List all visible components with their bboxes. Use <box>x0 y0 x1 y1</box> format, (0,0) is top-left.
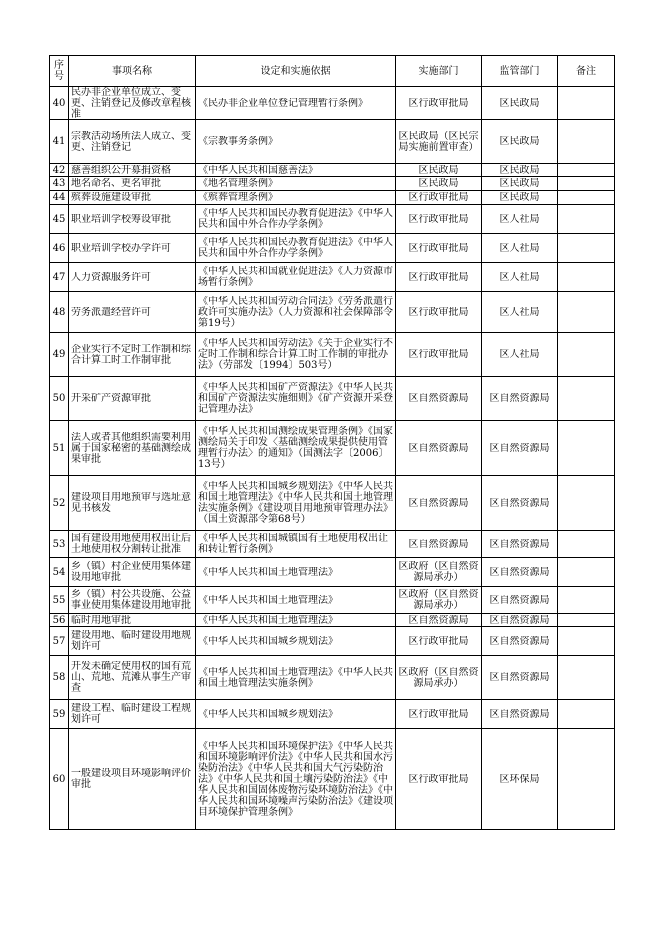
implementing-department: 区行政审批局 <box>408 773 469 785</box>
legal-basis-cell <box>196 476 396 531</box>
item-name: 劳务派遣经营许可 <box>71 306 151 318</box>
legal-basis-cell <box>196 191 396 205</box>
implementing-department: 区政府（区自然资源局承办） <box>398 589 479 611</box>
legal-basis: 《中华人民共和国环境保护法》《中华人民共和国环境影响评价法》《中华人民共和国水污染防治法》《中华人民共和国大气污染防治法》《中华人民共和国土壤污染防治法》《中华人民共和国固体废物污染环境防治法》《中华人民共和国环境噪声污染防治法》《建设项目环境保护管理条例》 <box>198 740 393 818</box>
legal-basis-cell <box>196 377 396 421</box>
supervising-department: 区民政局 <box>499 192 540 203</box>
remarks-cell <box>558 177 615 191</box>
legal-basis-cell <box>196 558 396 587</box>
remarks-cell <box>558 333 615 377</box>
item-name: 宗教活动场所法人成立、变更、注销登记 <box>71 130 191 153</box>
supervising-department: 区民政局 <box>499 97 540 109</box>
item-name-cell <box>69 700 196 729</box>
supervising-department: 区自然资源局 <box>489 442 550 454</box>
row-number: 44 <box>52 192 66 203</box>
implementing-department: 区政府（区自然资源局承办） <box>398 561 479 583</box>
row-number-cell <box>50 164 69 177</box>
table-row <box>50 263 615 292</box>
item-name: 人力资源服务许可 <box>71 271 151 283</box>
row-number: 57 <box>52 635 66 647</box>
row-number: 47 <box>52 271 66 283</box>
table-row <box>50 191 615 205</box>
row-number-cell <box>50 558 69 587</box>
item-name: 职业培训学校筹设审批 <box>71 213 171 225</box>
item-name-cell <box>69 377 196 421</box>
item-name-cell <box>69 476 196 531</box>
table-row <box>50 421 615 476</box>
implementing-department-cell <box>396 531 482 558</box>
item-name: 法人或者其他组织需要利用属于国家秘密的基础测绘成果审批 <box>71 431 191 465</box>
supervising-department: 区人社局 <box>499 271 540 283</box>
implementing-department: 区自然资源局 <box>408 393 469 404</box>
legal-basis-cell <box>196 292 396 333</box>
row-number-cell <box>50 87 69 120</box>
row-number: 42 <box>52 164 66 176</box>
legal-basis-cell <box>196 164 396 177</box>
row-number-cell <box>50 700 69 729</box>
row-number-cell <box>50 656 69 700</box>
row-number-cell <box>50 587 69 614</box>
item-name: 地名命名、更名审批 <box>71 178 161 189</box>
implementing-department-cell <box>396 729 482 830</box>
item-name: 慈善组织公开募捐资格 <box>71 164 171 176</box>
supervising-department: 区自然资源局 <box>489 497 550 509</box>
implementing-department-cell <box>396 87 482 120</box>
table-row <box>50 476 615 531</box>
supervising-department-cell <box>482 421 558 476</box>
supervising-department-cell <box>482 164 558 177</box>
table-row <box>50 587 615 614</box>
item-name-cell <box>69 656 196 700</box>
item-name: 建设项目用地预审与选址意见书核发 <box>71 492 191 514</box>
implementing-department-cell <box>396 614 482 627</box>
supervising-department-cell <box>482 377 558 421</box>
item-name-cell <box>69 333 196 377</box>
table-row <box>50 729 615 830</box>
table-row <box>50 177 615 191</box>
item-name-cell <box>69 191 196 205</box>
legal-basis: 《宗教事务条例》 <box>198 136 278 147</box>
legal-basis-cell <box>196 700 396 729</box>
legal-basis: 《中华人民共和国土地管理法》 <box>198 614 338 626</box>
item-name-cell <box>69 421 196 476</box>
implementing-department-cell <box>396 421 482 476</box>
table-row <box>50 292 615 333</box>
implementing-department: 区行政审批局 <box>408 97 469 109</box>
legal-basis: 《中华人民共和国城乡规划法》 <box>198 708 338 720</box>
supervising-department-cell <box>482 614 558 627</box>
legal-basis-cell <box>196 263 396 292</box>
legal-basis-cell <box>196 205 396 234</box>
remarks-cell <box>558 627 615 656</box>
legal-basis: 《中华人民共和国矿产资源法》《中华人民共和国矿产资源法实施细则》《矿产资源开采登记管理办法》 <box>198 382 393 415</box>
legal-basis: 《中华人民共和国民办教育促进法》《中华人民共和国中外合作办学条例》 <box>198 208 393 230</box>
implementing-department-cell <box>396 191 482 205</box>
supervising-department-cell <box>482 558 558 587</box>
item-name: 殡葬设施建设审批 <box>71 192 151 203</box>
legal-basis-cell <box>196 729 396 830</box>
approval-items-table <box>49 55 615 830</box>
table-row <box>50 377 615 421</box>
table-row <box>50 627 615 656</box>
row-number: 53 <box>52 538 66 550</box>
item-name-cell <box>69 614 196 627</box>
legal-basis: 《中华人民共和国土地管理法》 <box>198 566 338 578</box>
supervising-department: 区环保局 <box>499 773 540 785</box>
item-name-cell <box>69 164 196 177</box>
row-number-cell <box>50 627 69 656</box>
remarks-cell <box>558 729 615 830</box>
supervising-department-cell <box>482 587 558 614</box>
item-name: 开发未确定使用权的国有荒山、荒地、荒滩从事生产审查 <box>71 661 191 694</box>
supervising-department: 区自然资源局 <box>489 635 550 647</box>
remarks-cell <box>558 476 615 531</box>
row-number: 41 <box>52 136 66 147</box>
supervising-department: 区人社局 <box>499 349 540 360</box>
supervising-department: 区人社局 <box>499 306 540 318</box>
row-number: 60 <box>52 773 66 785</box>
row-number: 49 <box>52 349 66 360</box>
remarks-cell <box>558 614 615 627</box>
row-number-cell <box>50 377 69 421</box>
legal-basis-cell <box>196 421 396 476</box>
legal-basis: 《中华人民共和国就业促进法》《人力资源市场暂行条例》 <box>198 266 393 288</box>
header-basis: 设定和实施依据 <box>196 56 396 87</box>
implementing-department: 区民政局（区民宗局实施前置审查） <box>398 130 479 153</box>
implementing-department: 区自然资源局 <box>408 538 469 550</box>
legal-basis: 《中华人民共和国土地管理法》 <box>198 594 338 606</box>
remarks-cell <box>558 377 615 421</box>
row-number: 58 <box>52 672 66 683</box>
item-name-cell <box>69 558 196 587</box>
legal-basis: 《民办非企业单位登记管理暂行条例》 <box>198 97 368 109</box>
remarks-cell <box>558 120 615 164</box>
row-number: 46 <box>52 242 66 254</box>
table-row <box>50 234 615 263</box>
legal-basis: 《中华人民共和国民办教育促进法》《中华人民共和国中外合作办学条例》 <box>198 237 393 259</box>
item-name: 乡（镇）村企业使用集体建设用地审批 <box>71 561 191 583</box>
implementing-department: 区行政审批局 <box>408 635 469 647</box>
item-name: 开采矿产资源审批 <box>71 393 151 404</box>
supervising-department-cell <box>482 333 558 377</box>
item-name: 临时用地审批 <box>71 614 131 626</box>
implementing-department: 区行政审批局 <box>408 213 469 225</box>
table-row <box>50 656 615 700</box>
table-body <box>50 87 615 830</box>
item-name: 国有建设用地使用权出让后土地使用权分割转让批准 <box>71 533 191 555</box>
table-row <box>50 205 615 234</box>
supervising-department-cell <box>482 531 558 558</box>
row-number-cell <box>50 120 69 164</box>
supervising-department-cell <box>482 177 558 191</box>
supervising-department: 区民政局 <box>499 164 540 176</box>
implementing-department-cell <box>396 205 482 234</box>
legal-basis: 《中华人民共和国测绘成果管理条例》《国家测绘局关于印发〈基础测绘成果提供使用管理暂行办法〉的通知》（国测法字〔2006〕13号） <box>198 426 393 470</box>
remarks-cell <box>558 263 615 292</box>
implementing-department-cell <box>396 292 482 333</box>
supervising-department-cell <box>482 476 558 531</box>
implementing-department-cell <box>396 263 482 292</box>
table-row <box>50 558 615 587</box>
implementing-department-cell <box>396 120 482 164</box>
supervising-department-cell <box>482 729 558 830</box>
implementing-department-cell <box>396 656 482 700</box>
implementing-department: 区行政审批局 <box>408 192 469 203</box>
implementing-department-cell <box>396 587 482 614</box>
table-row <box>50 333 615 377</box>
implementing-department: 区自然资源局 <box>408 442 469 454</box>
supervising-department-cell <box>482 656 558 700</box>
implementing-department: 区行政审批局 <box>408 242 469 254</box>
supervising-department: 区自然资源局 <box>489 672 550 683</box>
item-name-cell <box>69 263 196 292</box>
legal-basis-cell <box>196 627 396 656</box>
legal-basis: 《中华人民共和国劳动法》《关于企业实行不定时工作制和综合计算工时工作制的审批办法》（劳部发〔1994〕503号） <box>198 338 393 371</box>
implementing-department-cell <box>396 164 482 177</box>
remarks-cell <box>558 164 615 177</box>
implementing-department-cell <box>396 476 482 531</box>
implementing-department: 区政府（区自然资源局承办） <box>398 666 479 689</box>
item-name-cell <box>69 587 196 614</box>
table-row <box>50 120 615 164</box>
row-number-cell <box>50 729 69 830</box>
supervising-department: 区民政局 <box>499 178 540 189</box>
legal-basis: 《中华人民共和国城乡规划法》 <box>198 635 338 647</box>
header-no: 序号 <box>50 56 69 87</box>
row-number: 43 <box>52 178 66 189</box>
supervising-department-cell <box>482 191 558 205</box>
item-name: 乡（镇）村公共设施、公益事业使用集体建设用地审批 <box>71 589 191 611</box>
legal-basis-cell <box>196 177 396 191</box>
supervising-department: 区民政局 <box>499 136 540 147</box>
legal-basis-cell <box>196 587 396 614</box>
supervising-department-cell <box>482 120 558 164</box>
supervising-department: 区自然资源局 <box>489 538 550 550</box>
legal-basis: 《中华人民共和国城乡规划法》《中华人民共和国土地管理法》《中华人民共和国土地管理法实施条例》《建设项目用地预审管理办法》（国土资源部令第68号） <box>198 481 393 525</box>
table-row <box>50 531 615 558</box>
supervising-department-cell <box>482 263 558 292</box>
item-name: 建设工程、临时建设工程规划许可 <box>71 703 191 725</box>
supervising-department: 区自然资源局 <box>489 566 550 578</box>
remarks-cell <box>558 205 615 234</box>
row-number-cell <box>50 234 69 263</box>
implementing-department: 区行政审批局 <box>408 271 469 283</box>
row-number-cell <box>50 177 69 191</box>
item-name-cell <box>69 87 196 120</box>
implementing-department: 区自然资源局 <box>408 497 469 509</box>
table-row <box>50 700 615 729</box>
supervising-department-cell <box>482 292 558 333</box>
row-number: 59 <box>52 708 66 720</box>
item-name-cell <box>69 292 196 333</box>
row-number-cell <box>50 421 69 476</box>
table-row <box>50 164 615 177</box>
row-number: 54 <box>52 566 66 578</box>
supervising-department-cell <box>482 234 558 263</box>
remarks-cell <box>558 531 615 558</box>
supervising-department-cell <box>482 87 558 120</box>
implementing-department-cell <box>396 700 482 729</box>
table-row <box>50 614 615 627</box>
implementing-department-cell <box>396 627 482 656</box>
remarks-cell <box>558 87 615 120</box>
item-name-cell <box>69 205 196 234</box>
row-number-cell <box>50 292 69 333</box>
legal-basis-cell <box>196 333 396 377</box>
item-name-cell <box>69 729 196 830</box>
supervising-department: 区人社局 <box>499 242 540 254</box>
row-number: 48 <box>52 306 66 318</box>
item-name-cell <box>69 177 196 191</box>
implementing-department-cell <box>396 333 482 377</box>
implementing-department: 区行政审批局 <box>408 306 469 318</box>
header-supervisor: 监管部门 <box>482 56 558 87</box>
row-number-cell <box>50 531 69 558</box>
supervising-department: 区自然资源局 <box>489 708 550 720</box>
row-number-cell <box>50 614 69 627</box>
legal-basis-cell <box>196 120 396 164</box>
row-number-cell <box>50 333 69 377</box>
row-number: 51 <box>52 442 66 454</box>
implementing-department: 区行政审批局 <box>408 349 469 360</box>
implementing-department: 区民政局 <box>418 164 459 176</box>
item-name-cell <box>69 120 196 164</box>
implementing-department-cell <box>396 177 482 191</box>
implementing-department: 区行政审批局 <box>408 708 469 720</box>
item-name: 民办非企业单位成立、变更、注销登记及修改章程核准 <box>71 87 191 119</box>
supervising-department: 区人社局 <box>499 213 540 225</box>
item-name: 一般建设项目环境影响评价审批 <box>71 768 191 790</box>
row-number-cell <box>50 191 69 205</box>
implementing-department-cell <box>396 234 482 263</box>
remarks-cell <box>558 656 615 700</box>
remarks-cell <box>558 700 615 729</box>
legal-basis-cell <box>196 614 396 627</box>
supervising-department-cell <box>482 627 558 656</box>
row-number-cell <box>50 476 69 531</box>
header-dept: 实施部门 <box>396 56 482 87</box>
implementing-department: 区民政局 <box>418 178 459 189</box>
header-name: 事项名称 <box>69 56 196 87</box>
remarks-cell <box>558 191 615 205</box>
legal-basis: 《中华人民共和国劳动合同法》《劳务派遣行政许可实施办法》（人力资源和社会保障部令第19号） <box>198 295 393 329</box>
row-number: 55 <box>52 594 66 606</box>
row-number: 45 <box>52 213 66 225</box>
implementing-department-cell <box>396 558 482 587</box>
supervising-department: 区自然资源局 <box>489 614 550 626</box>
header-note: 备注 <box>558 56 615 87</box>
row-number: 56 <box>52 614 66 626</box>
legal-basis: 《中华人民共和国土地管理法》《中华人民共和国土地管理法实施条例》 <box>198 666 393 689</box>
legal-basis-cell <box>196 234 396 263</box>
remarks-cell <box>558 558 615 587</box>
row-number-cell <box>50 205 69 234</box>
item-name-cell <box>69 531 196 558</box>
remarks-cell <box>558 292 615 333</box>
legal-basis: 《殡葬管理条例》 <box>198 192 278 203</box>
item-name: 职业培训学校办学许可 <box>71 242 171 254</box>
supervising-department-cell <box>482 205 558 234</box>
row-number-cell <box>50 263 69 292</box>
table-row <box>50 87 615 120</box>
remarks-cell <box>558 421 615 476</box>
item-name: 建设用地、临时建设用地规划许可 <box>71 630 191 652</box>
legal-basis: 《地名管理条例》 <box>198 178 278 189</box>
supervising-department-cell <box>482 700 558 729</box>
table-header-row <box>50 56 615 87</box>
legal-basis-cell <box>196 656 396 700</box>
supervising-department: 区自然资源局 <box>489 594 550 606</box>
remarks-cell <box>558 587 615 614</box>
supervising-department: 区自然资源局 <box>489 393 550 404</box>
item-name-cell <box>69 234 196 263</box>
implementing-department-cell <box>396 377 482 421</box>
row-number: 50 <box>52 393 66 404</box>
item-name: 企业实行不定时工作制和综合计算工时工作制审批 <box>71 343 191 366</box>
implementing-department: 区自然资源局 <box>408 614 469 626</box>
legal-basis: 《中华人民共和国慈善法》 <box>198 164 318 176</box>
row-number: 52 <box>52 497 66 509</box>
row-number: 40 <box>52 97 66 109</box>
legal-basis: 《中华人民共和国城镇国有土地使用权出让和转让暂行条例》 <box>198 533 388 555</box>
item-name-cell <box>69 627 196 656</box>
legal-basis-cell <box>196 87 396 120</box>
legal-basis-cell <box>196 531 396 558</box>
remarks-cell <box>558 234 615 263</box>
